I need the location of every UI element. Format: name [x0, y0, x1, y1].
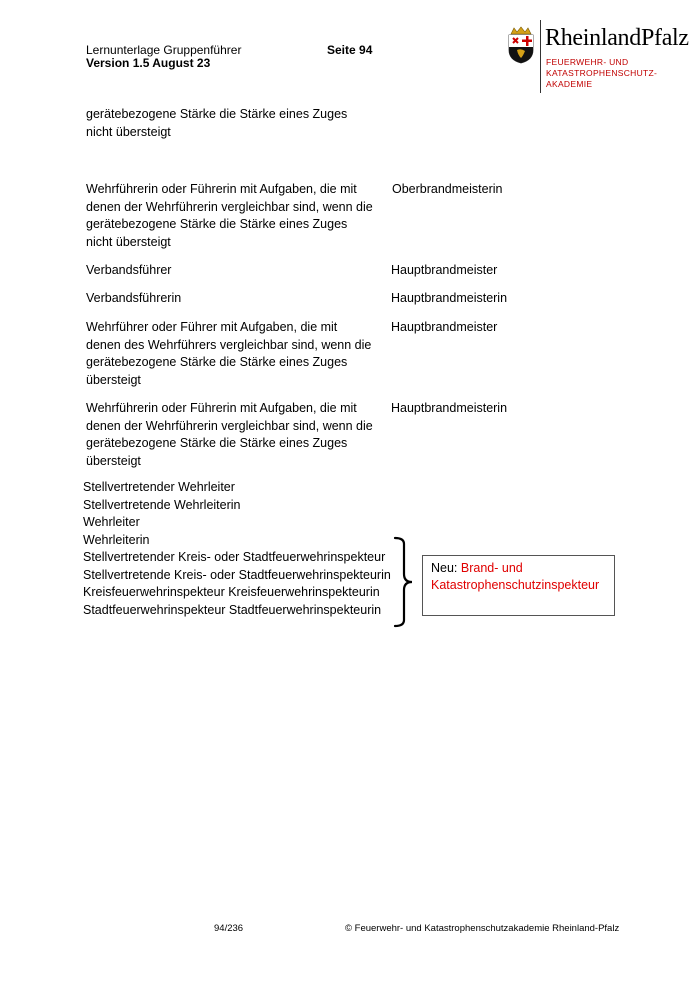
note-highlight: Brand- und [460, 561, 523, 575]
logo-sub-line1: FEUERWEHR- UND [546, 57, 629, 67]
row-rank: Hauptbrandmeisterin [391, 401, 508, 415]
note-line-1 [431, 560, 606, 577]
row-description [86, 181, 386, 251]
row-line: denen des Wehrführers vergleichbar sind, wenn die [86, 337, 372, 352]
list-item: Stellvertretende Kreis- oder Stadtfeuerwehrinspekteurin [83, 567, 391, 582]
row-line: gerätebezogene Stärke die Stärke eines Zuges [86, 217, 348, 231]
row-line: denen der Wehrführerin vergleichbar sind, wenn die [86, 199, 373, 214]
note-box [422, 555, 615, 616]
list-item: Wehrleiter [83, 515, 140, 529]
footer-copyright: © Feuerwehr- und Katastrophenschutzakademie Rheinland-Pfalz [345, 923, 620, 934]
row-line: nicht übersteigt [86, 234, 171, 249]
list-item: Wehrleiterin [83, 532, 150, 547]
row-line: übersteigt [86, 453, 141, 468]
logo-sub-line2: KATASTROPHENSCHUTZ- [546, 68, 658, 78]
coat-of-arms-icon [506, 26, 536, 64]
logo-subtitle [546, 57, 657, 90]
row-line: Wehrführer oder Führer mit Aufgaben, die mit [86, 320, 338, 334]
row-description [86, 400, 386, 470]
row-description [86, 290, 376, 308]
logo-divider [540, 20, 541, 93]
row-description [86, 319, 386, 389]
list-item: Stellvertretender Wehrleiter [83, 480, 235, 494]
list-item: Stadtfeuerwehrinspekteur Stadtfeuerwehrinspekteurin [83, 602, 382, 617]
row-line: Verbandsführerin [86, 291, 182, 305]
row-line: Wehrführerin oder Führerin mit Aufgaben, die mit [86, 401, 357, 415]
row-description [86, 262, 376, 280]
leader-list [83, 479, 413, 619]
doc-version: Version 1.5 August 23 [86, 56, 211, 70]
note-prefix: Neu: [431, 561, 458, 575]
row-rank: Hauptbrandmeister [391, 263, 498, 277]
page-number: Seite 94 [327, 43, 373, 57]
footer-page-count: 94/236 [214, 923, 244, 934]
intro-line: nicht übersteigt [86, 124, 171, 139]
doc-title: Lernunterlage Gruppenführer [86, 43, 242, 57]
row-line: denen der Wehrführerin vergleichbar sind, wenn die [86, 418, 373, 433]
row-line: übersteigt [86, 372, 141, 387]
intro-line: gerätebezogene Stärke die Stärke eines Zuges [86, 107, 348, 121]
row-line: gerätebezogene Stärke die Stärke eines Zuges [86, 436, 348, 450]
list-item: Stellvertretende Wehrleiterin [83, 497, 241, 512]
list-item: Stellvertretender Kreis- oder Stadtfeuerwehrinspekteur [83, 550, 386, 564]
list-item: Kreisfeuerwehrinspekteur Kreisfeuerwehrinspekteurin [83, 585, 380, 599]
curly-brace-icon [393, 536, 417, 628]
row-rank: Hauptbrandmeister [391, 320, 498, 334]
intro-fragment [86, 106, 376, 141]
note-highlight: Katastrophenschutzinspekteur [431, 578, 600, 592]
row-line: Verbandsführer [86, 263, 172, 277]
row-rank: Oberbrandmeisterin [392, 182, 503, 196]
logo-sub-line3: AKADEMIE [546, 79, 593, 89]
row-rank: Hauptbrandmeisterin [391, 291, 508, 305]
row-line: gerätebezogene Stärke die Stärke eines Zuges [86, 355, 348, 369]
row-line: Wehrführerin oder Führerin mit Aufgaben, die mit [86, 182, 357, 196]
logo-wordmark: RheinlandPfalz [545, 25, 689, 51]
